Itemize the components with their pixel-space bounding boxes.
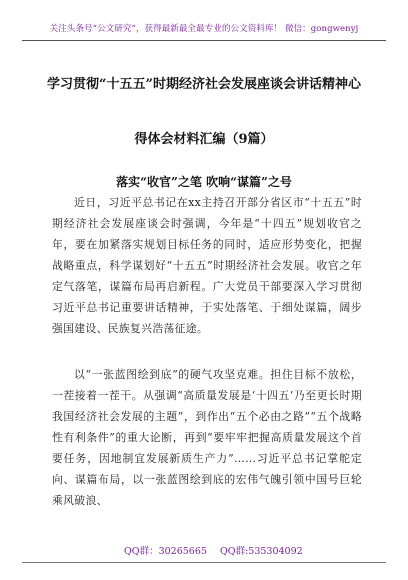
document-title-line-1: 学习贯彻“十五五”时期经济社会发展座谈会讲话精神心: [47, 77, 361, 92]
footer-qq-group-2: QQ群:535304092: [220, 546, 303, 557]
section-heading: 落实“收官”之笔 吹响“谋篇”之号: [116, 175, 292, 189]
body-paragraph: 近日，习近平总书记在xx主持召开部分省区市“十五五”时期经济社会发展座谈会时强调，今年是“十四五”规划收官之年，要在加紧落实规划目标任务的同时，适应形势变化，把握战略重点，科学谋划好“十五五”时期经济社会发展。收官之年定气落笔，谋篇布局再启新程。广大党员干部要深入学习贯彻习近平总书记重要讲话精神，于实处落笔、于细处谋篇，阔步强国建设、民族复兴浩荡征途。: [52, 196, 362, 335]
footer-divider: [22, 562, 386, 563]
footer-qq-group-1: QQ群：30265665: [124, 546, 207, 557]
header-divider: [22, 40, 386, 41]
body-paragraph: 以“一张蓝图绘到底”的硬气攻坚克难。担住目标不放松，一茬接着一茬干。从强调“高质量发展是‘十四五’乃至更长时期我国经济社会发展的主题”，到作出“五个必由之路”“五个战略性有利条件”的重大论断，再到“要牢牢把握高质量发展这个首要任务，因地制宜发展新质生产力”……习近平总书记掌舵定向、谋篇布局，以一张蓝图绘到底的宏伟气魄引领中国号巨轮乘风破浪、: [52, 368, 362, 507]
header-promo-text: 关注头条号“公文研究”，获得最新最全最专业的公文资料库！ 微信：gongwenyj: [49, 24, 359, 34]
document-title-line-2: 得体会材料汇编（9篇）: [134, 132, 274, 147]
